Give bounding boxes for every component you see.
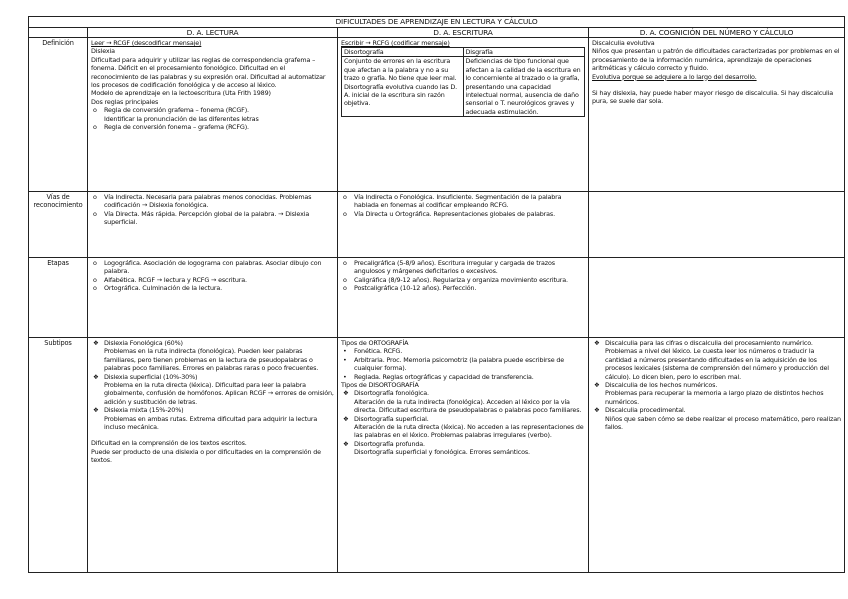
cell-definicion-escritura (338, 38, 589, 192)
bullet-hollow-icon: o (93, 106, 97, 115)
text-paragraph: Puede ser producto de una dislexia o por dificultades en la comprensión de textos. (91, 447, 321, 465)
table-title: DIFICULTADES DE APRENDIZAJE EN LECTURA Y CÁLCULO (29, 17, 845, 28)
bullet-list (91, 106, 334, 131)
bullet-diamond-icon: ❖ (343, 389, 349, 398)
row-label-etapas: Etapas (29, 258, 88, 338)
cell-etapas-lectura (88, 258, 338, 338)
list-item (91, 259, 334, 276)
list-item (91, 339, 334, 373)
item-title: Disortografía fonológica. (354, 389, 429, 398)
item-text: Alteración de la ruta indirecta (fonológica). Acceden al léxico por la vía directa. Dificultad escritura de pseudopalabras o palabras poco familiares. (354, 397, 582, 415)
text-line: Dislexia (91, 47, 115, 56)
bullet-list (341, 259, 585, 293)
bullet-dot-icon: • (343, 372, 347, 381)
bullet-list (341, 193, 585, 218)
text-line: Dificultad en la comprensión de los textos escritos. (91, 439, 247, 448)
text-line: Modelo de aprendizaje en la lectoescritura (Uta Frith 1989) (91, 89, 271, 98)
bullet-list (592, 339, 841, 431)
list-item (341, 389, 585, 414)
cell-subtipos-lectura (88, 338, 338, 573)
text-line: Evolutiva porque se adquiere a lo largo del desarrollo. (592, 72, 757, 81)
list-item (341, 276, 585, 284)
bullet-hollow-icon: o (93, 209, 97, 218)
item-text: Disortografía superficial y fonológica. Errores semánticos. (354, 448, 530, 457)
inner-table (341, 47, 585, 117)
list-item (91, 106, 334, 123)
cell-vias-calculo (589, 192, 845, 258)
cell-etapas-calculo (589, 258, 845, 338)
bullet-diamond-icon: ❖ (93, 406, 99, 415)
list-item (341, 373, 585, 381)
bullet-hollow-icon: o (343, 275, 347, 284)
item-text: Problemas en ambas rutas. Extrema dificultad para adquirir la lectura incluso mecánica. (104, 414, 318, 432)
list-item (592, 381, 841, 406)
item-title: Disortografía profunda. (354, 439, 425, 448)
bullet-hollow-icon: o (343, 193, 347, 201)
list-item (341, 356, 585, 373)
bullet-list (91, 339, 334, 431)
col-head-calculo: D. A. COGNICIÓN DEL NÚMERO Y CÁLCULO (589, 28, 845, 38)
item-title: Dislexia superficial (10%-30%) (104, 372, 198, 381)
bullet-hollow-icon: o (93, 275, 97, 284)
col-head-escritura: D. A. ESCRITURA (338, 28, 589, 38)
summary-sheet (28, 16, 844, 573)
header-row (29, 28, 845, 38)
item-text: Problemas en la ruta indirecta (fonológica). Pueden leer palabras familiares, pero tienen problemas en la lectura de pseudopalabras o palabras poco familiares. Errores en palabras raras o poco frecuentes. (104, 347, 319, 373)
bullet-list (341, 347, 585, 381)
list-item (91, 284, 334, 292)
item-text: Vía Indirecta. Necesaria para palabras menos conocidas. Problemas codificación → Dislexia fonológica. (104, 193, 312, 210)
item-text: Vía Directa. Más rápida. Percepción global de la palabra. → Dislexia superficial. (104, 209, 310, 227)
bullet-diamond-icon: ❖ (93, 339, 99, 347)
item-text: Arbitraria. Proc. Memoria psicomotriz (la palabra puede escribirse de cualquier forma). (354, 355, 565, 373)
item-title: Dislexia Fonológica (60%) (104, 339, 183, 347)
inner-cell-disgrafia: Deficiencias de tipo funcional que afectan a la calidad de la escritura en lo concerniente al trazado o la grafía, presentando una capacidad intelectual normal, ausencia de daño sensorial o T. neurológicos graves y adecuada estimulación. (463, 57, 585, 117)
row-label-definicion: Definición (29, 38, 88, 192)
item-title: Discalculia para las cifras o discalculia del procesamiento numérico. (605, 339, 813, 347)
section-heading: Tipos de ORTOGRAFÍA (341, 339, 409, 347)
row-label-subtipos: Subtipos (29, 338, 88, 573)
row-etapas (29, 258, 845, 338)
item-text: Problema en la ruta directa (léxica). Dificultad para leer la palabra globalmente, confusión de homófonos. Aplican RCGF → errores de omisión, adición y sustitución de letras. (104, 381, 334, 406)
item-title: Disortografía superficial. (354, 414, 429, 423)
item-text: Alteración de la ruta directa (léxica). No acceden a las representaciones de las palabras en el léxico. Problemas palabras irregulares (verbo). (354, 423, 584, 440)
row-definicion (29, 38, 845, 192)
bullet-hollow-icon: o (93, 284, 97, 293)
item-text: Vía Indirecta o Fonológica. Insuficiente. Segmentación de la palabra hablada en fonemas al codificar empleando RCFG. (354, 193, 562, 210)
bullet-hollow-icon: o (93, 123, 97, 132)
list-item (592, 339, 841, 381)
cell-definicion-lectura (88, 38, 338, 192)
text-line: Discalculia evolutiva (592, 39, 655, 47)
cell-subtipos-escritura (338, 338, 589, 573)
bullet-hollow-icon: o (93, 259, 97, 267)
item-text: Alfabética. RCGF → lectura y RCFG → escritura. (104, 275, 247, 284)
text-line: Leer → RCGF (descodificar mensaje) (91, 39, 202, 47)
item-text: Caligráfica (8/9-12 años). Regulariza y organiza movimiento escritura. (354, 275, 568, 284)
row-label-vias: Vías de reconocimiento (29, 192, 88, 258)
bullet-list (341, 389, 585, 456)
bullet-dot-icon: • (343, 355, 347, 364)
list-item (91, 123, 334, 131)
list-item (341, 415, 585, 440)
cell-subtipos-calculo (589, 338, 845, 573)
text-line: Escribir → RCFG (codificar mensaje) (341, 39, 450, 47)
bullet-diamond-icon: ❖ (93, 372, 99, 381)
title-row (29, 17, 845, 28)
bullet-dot-icon: • (343, 347, 347, 356)
inner-head-disortografia: Disortografía (342, 48, 464, 57)
item-text: Niños que saben cómo se debe realizar el proceso matemático, pero realizan fallos. (605, 414, 841, 432)
text-line: Dos reglas principales (91, 97, 159, 106)
cell-vias-lectura (88, 192, 338, 258)
row-vias (29, 192, 845, 258)
item-subtext: Identificar la pronunciación de las diferentes letras (104, 114, 259, 123)
item-text: Postcaligráfica (10-12 años). Perfección. (354, 284, 477, 293)
cell-vias-escritura (338, 192, 589, 258)
text-paragraph: Dificultad para adquirir y utilizar las reglas de correspondencia grafema – fonema. Déficit en el procesamiento fonológico. Dificultad en el reconocimiento de las palabras y su expresión oral. Dificultad al automatizar los procesos de codificación fonológica y de acceso al léxico. (91, 55, 326, 90)
text-paragraph: Conjunto de errores en la escritura que afectan a la palabra y no a su trazo o grafía. No tiene que leer mal. (344, 57, 457, 83)
item-text: Precaligráfica (5-8/9 años). Escritura irregular y cargada de trazos angulosos y márgenes deficitarios o excesivos. (354, 259, 555, 276)
bullet-diamond-icon: ❖ (343, 414, 349, 423)
item-text: Problemas para recuperar la memoria a largo plazo de distintos hechos numéricos. (605, 389, 824, 406)
bullet-diamond-icon: ❖ (594, 381, 600, 390)
list-item (341, 210, 585, 218)
summary-table (28, 16, 845, 573)
list-item (341, 193, 585, 210)
bullet-list (91, 193, 334, 227)
list-item (91, 210, 334, 227)
bullet-hollow-icon: o (343, 284, 347, 293)
text-paragraph: Si hay dislexia, hay puede haber mayor riesgo de discalculia. Si hay discalculia pura, se suele dar sola. (592, 89, 834, 106)
bullet-hollow-icon: o (93, 193, 97, 201)
list-item (91, 406, 334, 431)
list-item (341, 440, 585, 457)
item-text: Vía Directa u Ortográfica. Representaciones globales de palabras. (354, 209, 555, 218)
cell-definicion-calculo (589, 38, 845, 192)
section-heading: Tipos de DISORTOGRAFÍA (341, 381, 419, 390)
row-subtipos (29, 338, 845, 573)
list-item (341, 259, 585, 276)
item-text: Regla de conversión grafema – fonema (RCGF). (104, 106, 249, 115)
bullet-hollow-icon: o (343, 259, 347, 267)
list-item (91, 373, 334, 407)
item-title: Discalculia de los hechos numéricos. (605, 381, 718, 390)
inner-head-disgrafia: Disgrafía (463, 48, 585, 57)
list-item (341, 347, 585, 355)
bullet-diamond-icon: ❖ (343, 439, 349, 448)
text-paragraph: Disortografía evolutiva cuando las D. A. inicial de la escritura sin razón objetiva. (344, 82, 457, 108)
bullet-diamond-icon: ❖ (594, 339, 600, 347)
inner-cell-disortografia (342, 57, 464, 117)
item-text: Ortográfica. Culminación de la lectura. (104, 284, 222, 293)
col-head-lectura: D. A. LECTURA (88, 28, 338, 38)
list-item (341, 284, 585, 292)
item-text: Problemas a nivel del léxico. Le cuesta leer los números o traducir la cantidad a números presentando dificultades en la adquisición de los procesos lexicales (sistema de comprensión del número y producción del cálculo). Lo dicen bien, pero lo escriben mal. (605, 347, 829, 381)
corner-cell (29, 28, 88, 38)
item-text: Reglada. Reglas ortográficas y capacidad de transferencia. (354, 372, 534, 381)
item-title: Discalculia procedimental. (605, 406, 686, 415)
list-item (91, 276, 334, 284)
item-text: Fonética. RCFG. (354, 347, 403, 356)
text-paragraph: Niños que presentan u patrón de dificultades caracterizadas por problemas en el procesamiento de la información numérica, aprendizaje de operaciones aritméticas y cálculo correcto y fluido. (592, 47, 840, 73)
item-title: Dislexia mixta (15%-20%) (104, 406, 184, 415)
item-text: Logográfica. Asociación de logograma con palabras. Asociar dibujo con palabra. (104, 259, 322, 276)
bullet-diamond-icon: ❖ (594, 406, 600, 415)
item-text: Regla de conversión fonema – grafema (RCFG). (104, 123, 249, 132)
list-item (592, 406, 841, 431)
bullet-hollow-icon: o (343, 209, 347, 218)
bullet-list (91, 259, 334, 293)
list-item (91, 193, 334, 210)
cell-etapas-escritura (338, 258, 589, 338)
